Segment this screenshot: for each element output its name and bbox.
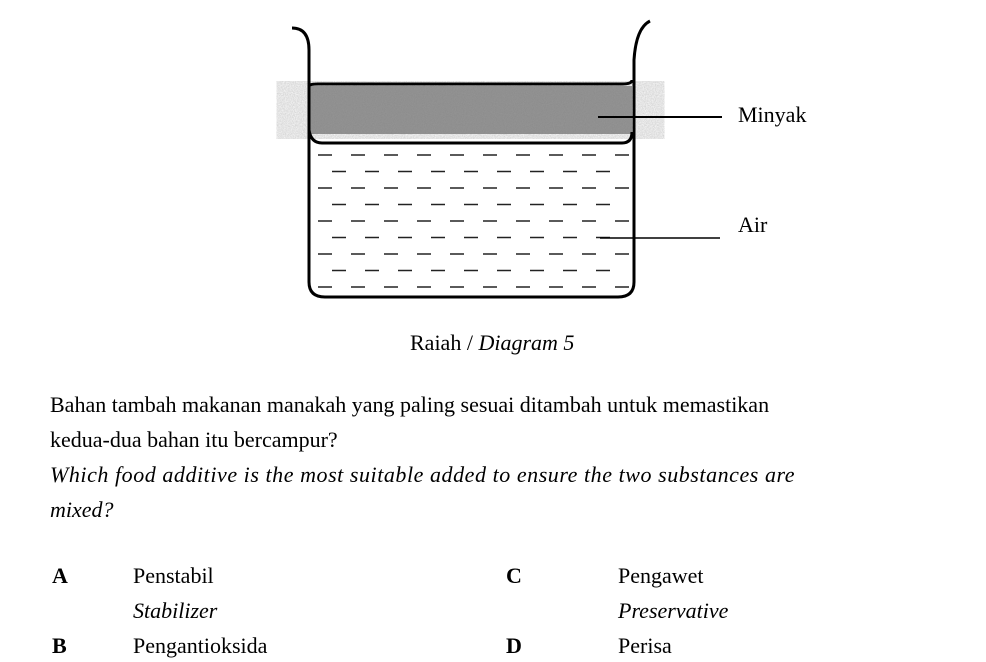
question-malay-line2: kedua-dua bahan itu bercampur? (50, 427, 338, 452)
option-d-malay[interactable]: Perisa (618, 633, 672, 658)
option-a-english[interactable]: Stabilizer (133, 598, 218, 623)
option-c-malay[interactable]: Pengawet (618, 563, 704, 588)
option-a-letter[interactable]: A (52, 563, 68, 588)
option-b-letter[interactable]: B (52, 633, 67, 658)
question-malay-line1: Bahan tambah makanan manakah yang paling sesuai ditambah untuk memastikan (50, 392, 770, 417)
beaker-outline (292, 21, 650, 297)
caption-english: Diagram 5 (478, 330, 575, 355)
option-d-letter[interactable]: D (506, 633, 522, 658)
question-english-line1: Which food additive is the most suitable added to ensure the two substances are (50, 462, 796, 487)
option-c-letter[interactable]: C (506, 563, 522, 588)
option-c-english[interactable]: Preservative (618, 598, 729, 623)
option-b-malay[interactable]: Pengantioksida (133, 633, 268, 658)
water-label: Air (738, 212, 768, 237)
diagram-caption (410, 330, 574, 356)
question-english-line2: mixed? (50, 497, 114, 522)
caption-malay: Raiah / (410, 330, 479, 355)
oil-label: Minyak (738, 102, 807, 127)
option-a-malay[interactable]: Penstabil (133, 563, 214, 588)
water-dashes (318, 155, 629, 287)
